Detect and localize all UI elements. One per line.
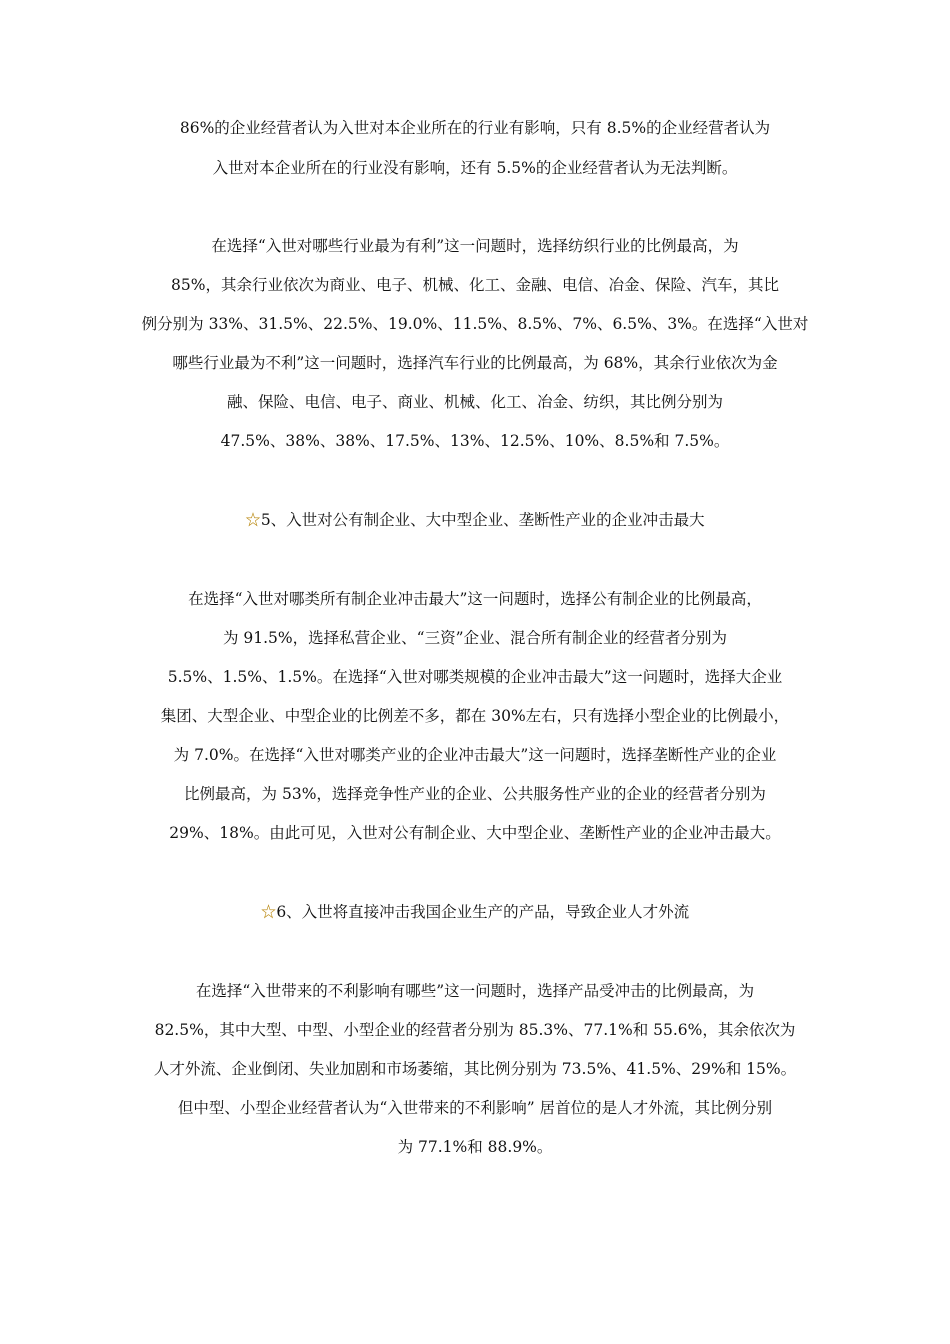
section-heading <box>140 509 810 531</box>
star-icon: ☆ <box>245 511 261 529</box>
text-line: 为 77.1%和 88.9%。 <box>397 1138 553 1156</box>
text-line: 47.5%、38%、38%、17.5%、13%、12.5%、10%、8.5%和 7.5%。 <box>220 432 730 450</box>
text-line: 29%、18%。由此可见，入世对公有制企业、大中型企业、垄断性产业的企业冲击最大。 <box>169 824 781 842</box>
text-line: 人才外流、企业倒闭、失业加剧和市场萎缩，其比例分别为 73.5%、41.5%、29%和 15%。 <box>153 1060 797 1078</box>
text-line: 在选择“入世对哪类所有制企业冲击最大”这一问题时，选择公有制企业的比例最高， <box>188 590 762 608</box>
section-heading-text: 6、入世将直接冲击我国企业生产的产品，导致企业人才外流 <box>276 903 690 921</box>
text-line: 82.5%，其中大型、中型、小型企业的经营者分别为 85.3%、77.1%和 55.6%，其余依次为 <box>154 1021 796 1039</box>
text-line: 但中型、小型企业经营者认为“入世带来的不利影响” 居首位的是人才外流，其比例分别 <box>177 1099 773 1117</box>
text-line: 集团、大型企业、中型企业的比例差不多，都在 30%左右，只有选择小型企业的比例最小， <box>160 707 790 725</box>
text-line: 在选择“入世对哪些行业最为有利”这一问题时，选择纺织行业的比例最高，为 <box>211 237 739 255</box>
text-line: 比例最高，为 53%，选择竞争性产业的企业、公共服务性产业的企业的经营者分别为 <box>184 785 766 803</box>
text-line: 86%的企业经营者认为入世对本企业所在的行业有影响，只有 8.5%的企业经营者认为 <box>179 119 771 137</box>
section-heading-text: 5、入世对公有制企业、大中型企业、垄断性产业的企业冲击最大 <box>260 511 705 529</box>
text-line: 哪些行业最为不利”这一问题时，选择汽车行业的比例最高，为 68%，其余行业依次为金 <box>172 354 778 372</box>
text-line: 融、保险、电信、电子、商业、机械、化工、冶金、纺织，其比例分别为 <box>226 393 723 411</box>
text-line: 在选择“入世带来的不利影响有哪些”这一问题时，选择产品受冲击的比例最高，为 <box>195 982 755 1000</box>
text-line: 为 7.0%。在选择“入世对哪类产业的企业冲击最大”这一问题时，选择垄断性产业的企业 <box>173 746 777 764</box>
text-line: 例分别为 33%、31.5%、22.5%、19.0%、11.5%、8.5%、7%、6.5%、3%。在选择“入世对 <box>141 315 809 333</box>
section-heading <box>140 901 810 923</box>
text-line: 85%，其余行业依次为商业、电子、机械、化工、金融、电信、冶金、保险、汽车，其比 <box>171 276 779 294</box>
text-line: 入世对本企业所在的行业没有影响，还有 5.5%的企业经营者认为无法判断。 <box>212 159 738 177</box>
text-line: 为 91.5%，选择私营企业、“三资”企业、混合所有制企业的经营者分别为 <box>222 629 728 647</box>
text-line: 5.5%、1.5%、1.5%。在选择“入世对哪类规模的企业冲击最大”这一问题时，选择大企业 <box>167 668 783 686</box>
star-icon: ☆ <box>260 903 277 921</box>
